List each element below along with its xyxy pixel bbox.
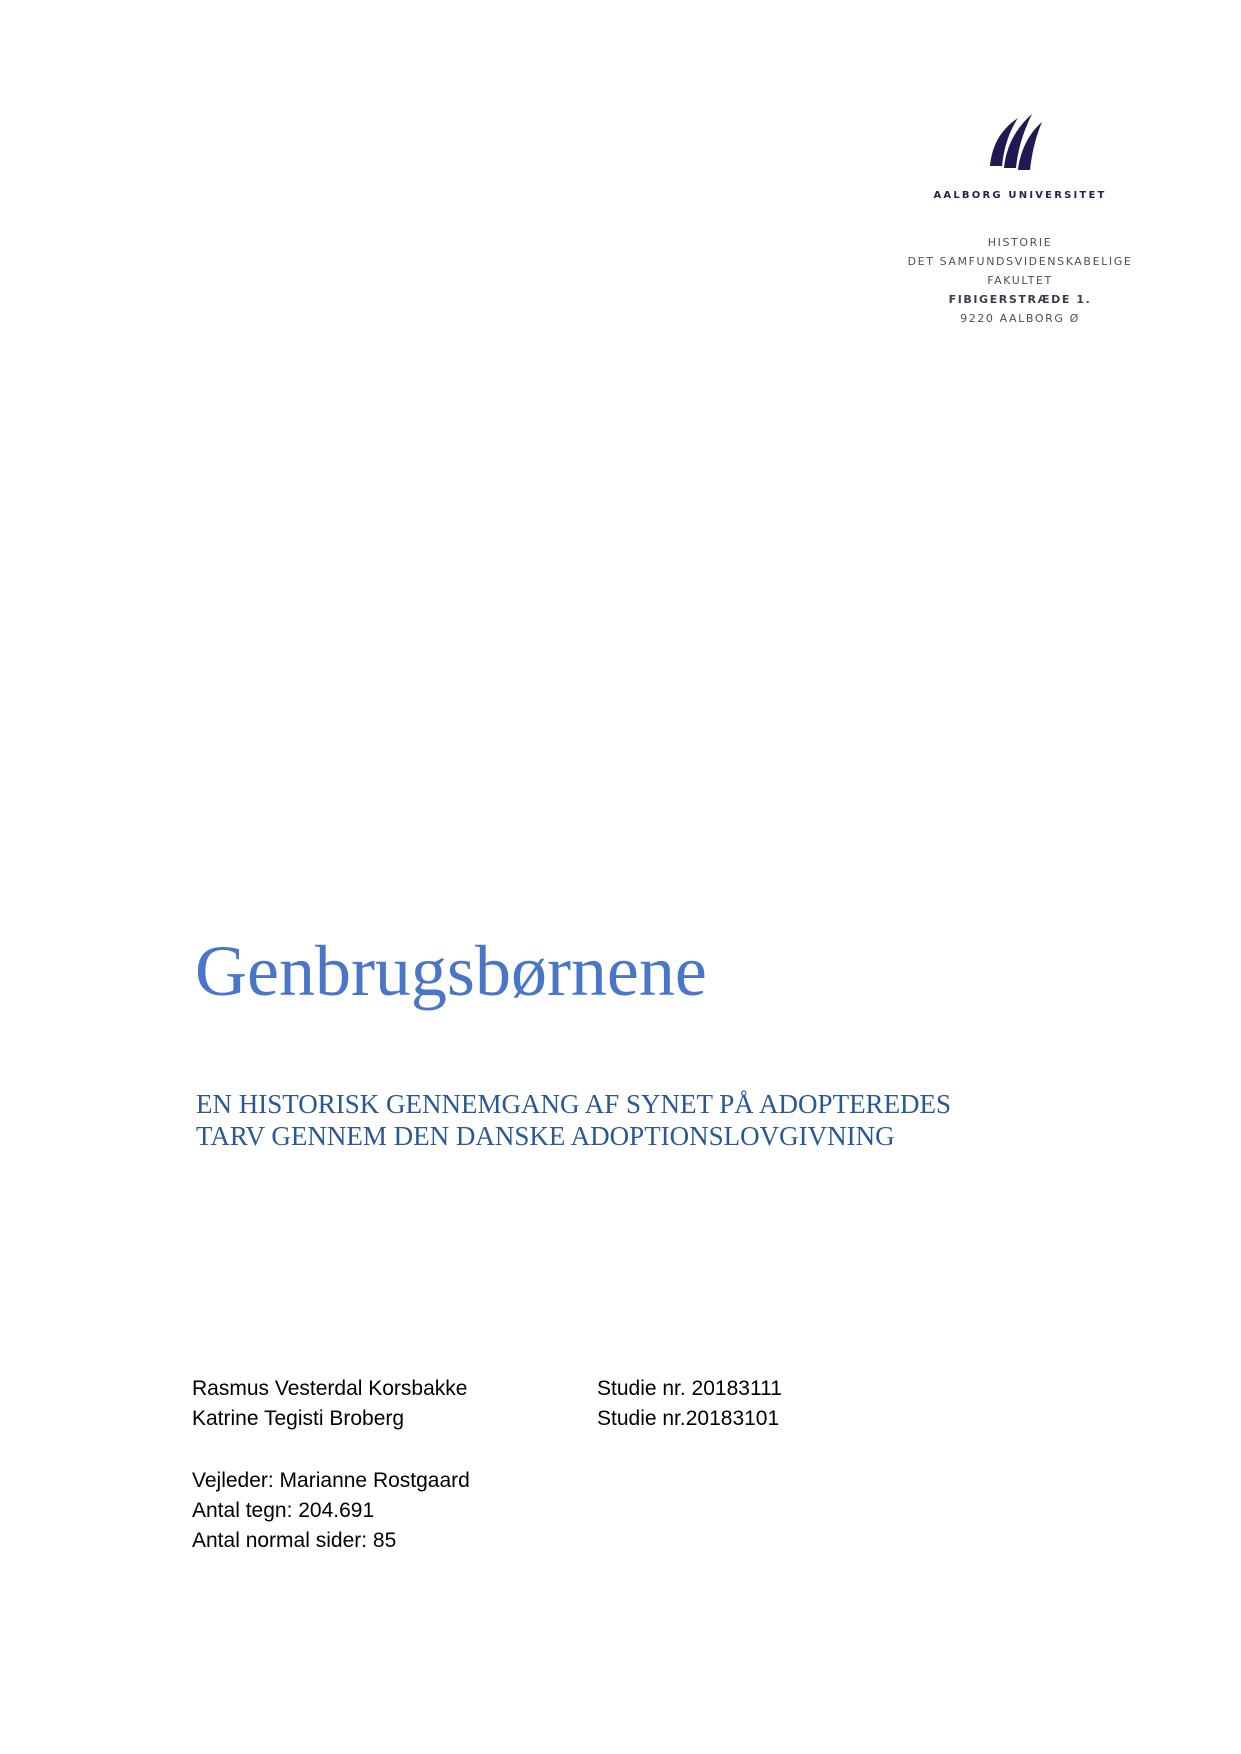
- address-line: DET SAMFUNDSVIDENSKABELIGE: [907, 255, 1133, 268]
- author-list: [192, 1374, 782, 1434]
- subtitle-line: EN HISTORISK GENNEMGANG AF SYNET PÅ ADOPTEREDES: [196, 1089, 952, 1119]
- student-number: Studie nr. 20183111: [597, 1377, 782, 1400]
- university-address: [880, 233, 1160, 328]
- author-row: [192, 1404, 782, 1434]
- supervisor: Vejleder: Marianne Rostgaard: [192, 1469, 470, 1492]
- character-count: Antal tegn: 204.691: [192, 1499, 375, 1522]
- address-line: HISTORIE: [987, 236, 1053, 249]
- author-row: [192, 1374, 782, 1404]
- thesis-meta: [192, 1466, 470, 1556]
- address-line: FIBIGERSTRÆDE 1.: [948, 293, 1092, 306]
- author-name: Rasmus Vesterdal Korsbakke: [192, 1377, 468, 1400]
- subtitle-line: TARV GENNEM DEN DANSKE ADOPTIONSLOVGIVNING: [196, 1121, 895, 1151]
- document-title: Genbrugsbørnene: [195, 931, 707, 1011]
- aau-logo-icon: [984, 108, 1046, 174]
- address-line: 9220 AALBORG Ø: [960, 312, 1080, 325]
- address-line: FAKULTET: [987, 274, 1053, 287]
- normal-page-count: Antal normal sider: 85: [192, 1529, 397, 1552]
- university-name: AALBORG UNIVERSITET: [933, 190, 1107, 201]
- document-subtitle: [196, 1088, 1096, 1152]
- student-number: Studie nr.20183101: [597, 1407, 780, 1430]
- author-name: Katrine Tegisti Broberg: [192, 1407, 405, 1430]
